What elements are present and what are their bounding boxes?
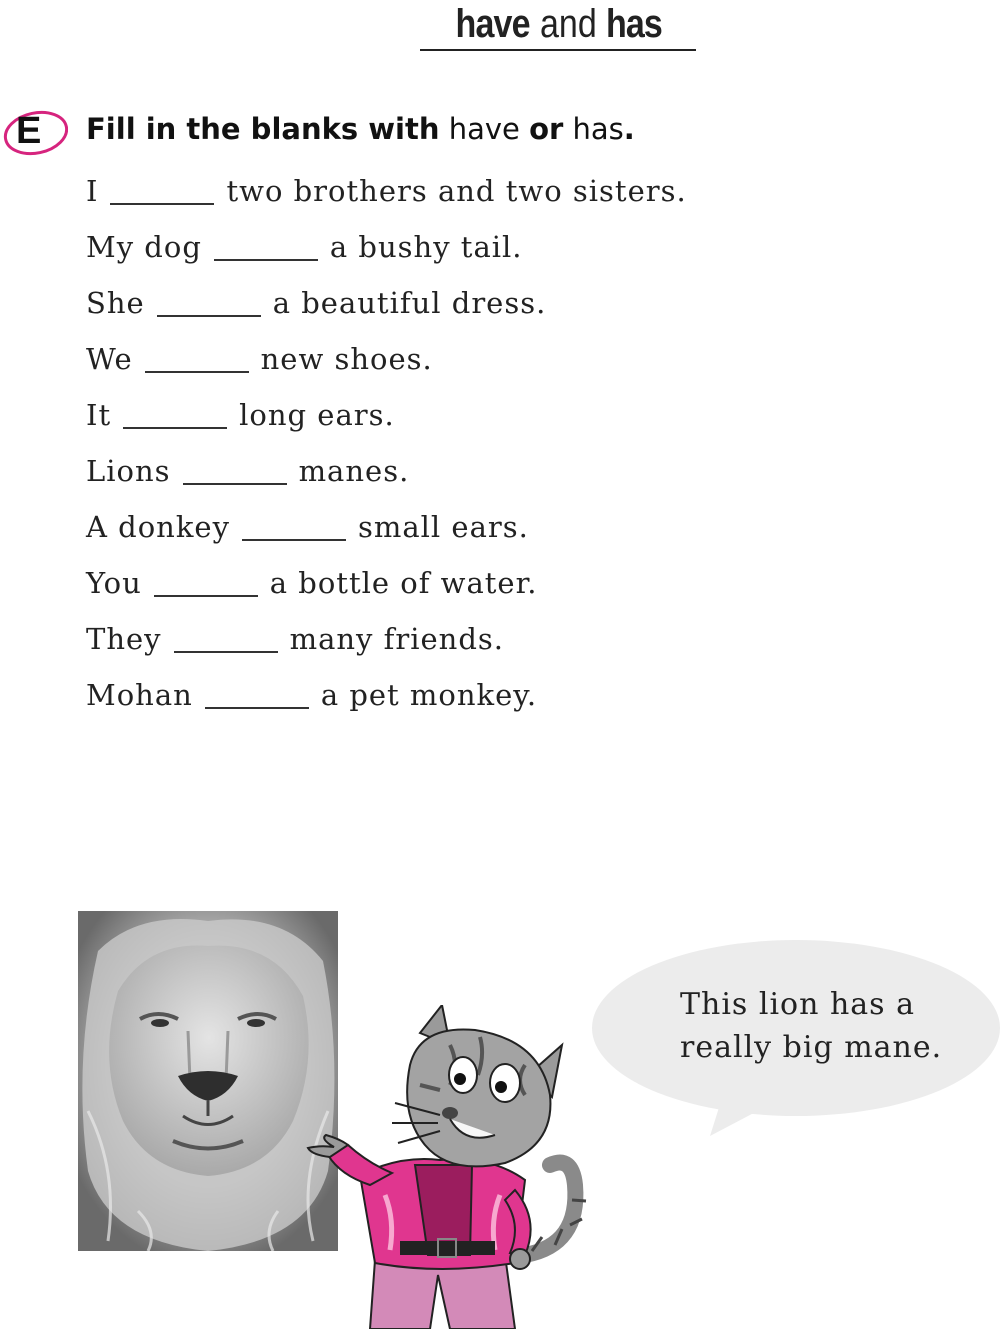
sentence-start: You xyxy=(86,566,142,600)
sentence-end: small ears. xyxy=(357,510,529,544)
instruction-keyword-has: has xyxy=(572,112,624,146)
sentence-end: many friends. xyxy=(289,622,505,656)
instruction-keyword-have: have xyxy=(448,112,520,146)
answer-blank[interactable] xyxy=(205,677,309,709)
instruction-part: Fill in the blanks with xyxy=(86,112,440,146)
sentence-item xyxy=(86,616,687,672)
sentence-item xyxy=(86,560,687,616)
exercise-letter: E xyxy=(16,110,42,152)
sentence-item xyxy=(86,224,687,280)
lion-photo xyxy=(78,911,338,1251)
title-and: and xyxy=(540,2,597,46)
sentence-start: They xyxy=(86,622,162,656)
sentence-end: a bottle of water. xyxy=(269,566,538,600)
title-have: have xyxy=(455,2,530,46)
sentence-end: a bushy tail. xyxy=(329,230,523,264)
sentence-end: new shoes. xyxy=(260,342,433,376)
title-has: has xyxy=(606,2,663,46)
speech-line-1: This lion has a xyxy=(680,987,915,1022)
sentence-item xyxy=(86,336,687,392)
sentence-item xyxy=(86,280,687,336)
sentence-start: My dog xyxy=(86,230,202,264)
sentence-item xyxy=(86,392,687,448)
sentence-list xyxy=(86,168,687,728)
answer-blank[interactable] xyxy=(214,229,318,261)
sentence-item xyxy=(86,504,687,560)
sentence-start: It xyxy=(86,398,112,432)
sentence-start: Lions xyxy=(86,454,171,488)
answer-blank[interactable] xyxy=(242,509,346,541)
answer-blank[interactable] xyxy=(145,341,249,373)
instruction-period: . xyxy=(623,112,635,146)
speech-line-2: really big mane. xyxy=(680,1030,943,1065)
sentence-start: A donkey xyxy=(86,510,230,544)
sentence-end: long ears. xyxy=(239,398,395,432)
page-title xyxy=(420,2,696,51)
exercise-badge xyxy=(2,108,68,158)
sentence-start: I xyxy=(86,174,99,208)
sentence-item xyxy=(86,672,687,728)
sentence-end: manes. xyxy=(298,454,410,488)
answer-blank[interactable] xyxy=(110,173,214,205)
answer-blank[interactable] xyxy=(174,621,278,653)
sentence-item xyxy=(86,168,687,224)
answer-blank[interactable] xyxy=(154,565,258,597)
instruction-part: or xyxy=(529,112,564,146)
sentence-end: a pet monkey. xyxy=(320,678,538,712)
sentence-start: Mohan xyxy=(86,678,193,712)
answer-blank[interactable] xyxy=(157,285,261,317)
sentence-end: a beautiful dress. xyxy=(272,286,547,320)
answer-blank[interactable] xyxy=(183,453,287,485)
instruction-text xyxy=(86,112,635,146)
speech-bubble-text xyxy=(680,983,980,1069)
sentence-start: We xyxy=(86,342,133,376)
sentence-start: She xyxy=(86,286,145,320)
cartoon-cat xyxy=(300,1005,600,1329)
sentence-end: two brothers and two sisters. xyxy=(226,174,687,208)
answer-blank[interactable] xyxy=(123,397,227,429)
sentence-item xyxy=(86,448,687,504)
